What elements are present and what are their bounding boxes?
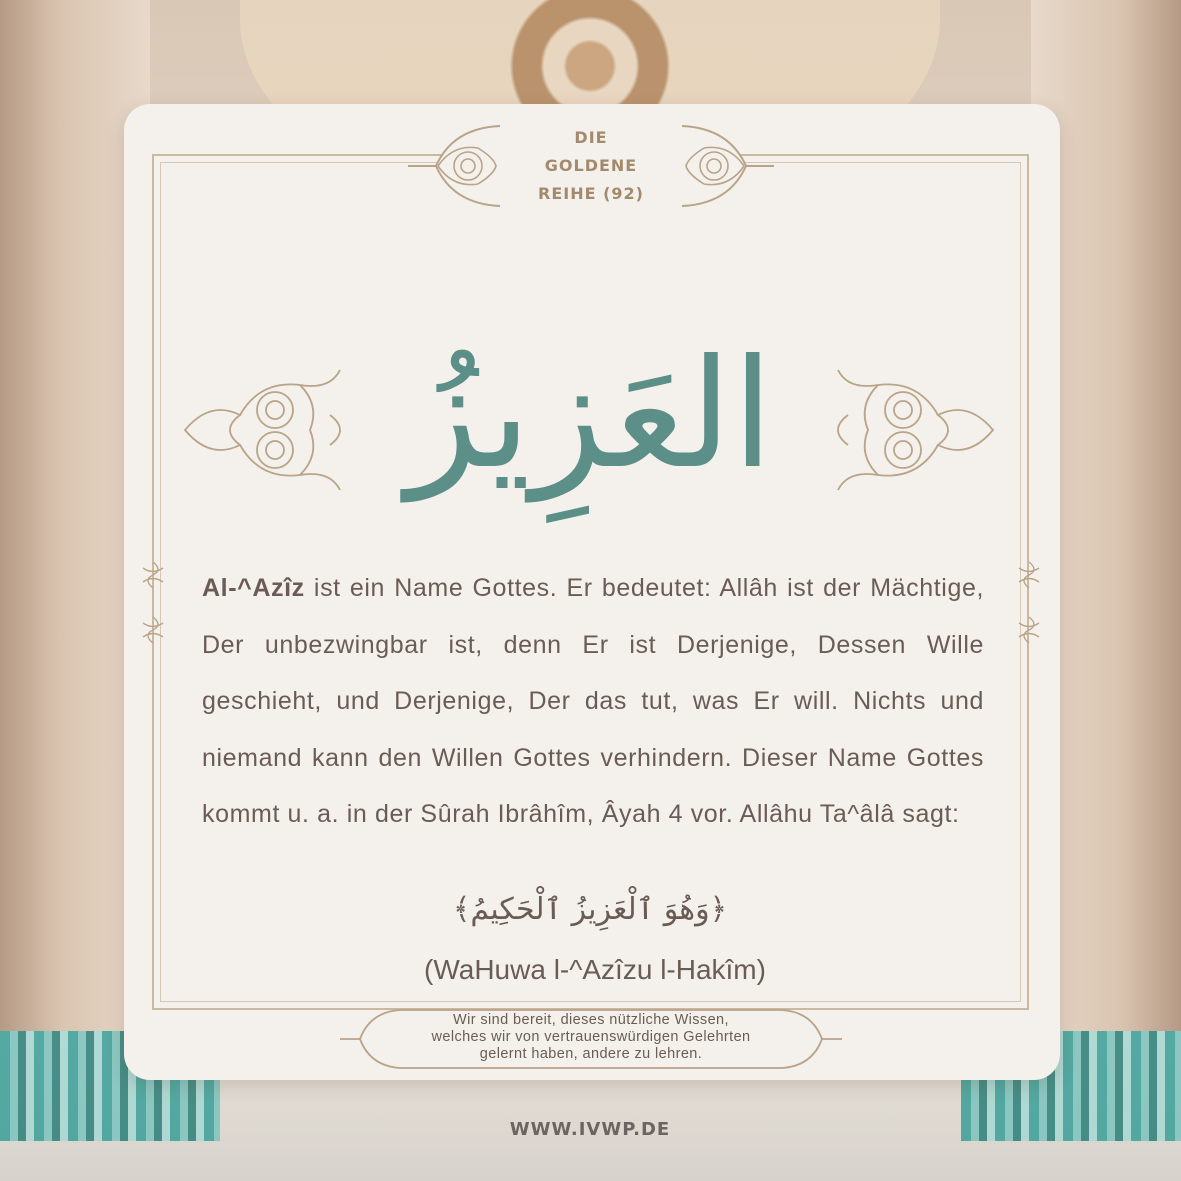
footer-line1: Wir sind bereit, dieses nützliche Wissen, [453, 1012, 729, 1028]
explanation-text: ist ein Name Gottes. Er bedeutet: Allâh ist der Mächtige, Der unbezwingbar ist, denn Er ist Derjenige, Dessen Wille geschieht, und Derjenige, Der das tut, was Er will. Nichts und niemand kann den Willen Gottes verhindern. Dieser Name Gottes kommt u. a. in der Sûrah Ibrâhîm, Âyah 4 vor. Allâhu Ta^âlâ sagt: [202, 574, 984, 828]
series-title-line2: GOLDENE [544, 156, 638, 175]
footer-statement [376, 1012, 806, 1063]
footer-line2: welches wir von vertrauenswürdigen Gelehrten [431, 1029, 751, 1045]
footer-line3: gelernt haben, andere zu lehren. [479, 1046, 703, 1062]
verse-transliteration: (WaHuwa l-^Azîzu l-Hakîm) [424, 954, 766, 985]
name-transliteration: Al-^Azîz [202, 574, 305, 602]
frame-ornament-left-bottom [138, 615, 168, 645]
series-title-line1: DIE [574, 128, 608, 147]
quran-verse-arabic: ﴿وَهُوَ ٱلْعَزِيزُ ٱلْحَكِيمُ﴾ [452, 892, 728, 927]
divine-name-arabic: العَزِيزُ [406, 328, 774, 502]
series-title-line3: REIHE (92) [538, 184, 644, 203]
frame-ornament-left-top [138, 560, 168, 590]
frame-ornament-right-top [1014, 560, 1044, 590]
website-link[interactable]: WWW.IVWP.DE [509, 1119, 671, 1140]
right-floral-ornament [818, 360, 998, 500]
series-title [500, 118, 682, 214]
left-floral-ornament [180, 360, 360, 500]
explanation-paragraph [202, 560, 984, 843]
frame-ornament-right-bottom [1014, 615, 1044, 645]
